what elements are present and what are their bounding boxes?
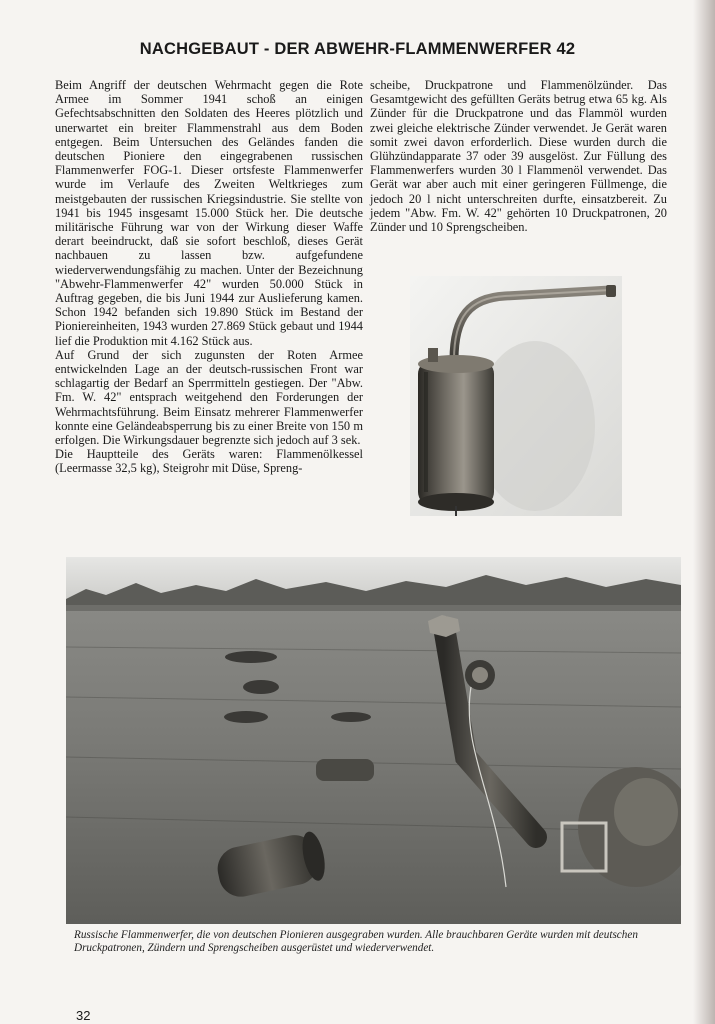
- paragraph-1: Beim Angriff der deutschen Wehrmacht gegen die Rote Armee im Sommer 1941 schoß an einigen Gefechtsabschnitten den Soldaten des Heeres plötzlich und unerwartet ein breiter Flammenstrahl aus dem Boden entgegen. Beim Untersuchen des Geländes fanden die deutschen Pioniere den eingegrabenen russischen Flammenwerfer FOG-1. Dieser ortsfeste Flammenwerfer wurde im Verlaufe des Zweiten Weltkrieges zum meistgebauten der russischen Kriegsindustrie. Sie stellte von 1941 bis 1945 insgesamt 15.000 Stück her. Die deutsche militärische Führung war von der Wirkung dieser Waffe derart beeindruckt, daß sie sofort beschloß, dieses Gerät nachbauen zu lassen bzw. aufgefundene wiederverwendungsfähig zu machen. Unter der Bezeichnung "Abwehr-Flammenwerfer 42" wurden 50.000 Stück in Auftrag gegeben, die bis Juni 1944 zur Auslieferung kamen. Schon 1942 befanden sich 19.890 Stück im Bestand der Pioniereinheiten, 1943 wurden 27.869 Stück gebaut und 1944 lief die Produktion mit 4.162 Stück aus.: [55, 78, 363, 348]
- page-edge-shadow: [693, 0, 715, 1024]
- field-photo: [66, 557, 681, 924]
- photo-caption: Russische Flammenwerfer, die von deutschen Pionieren ausgegraben wurden. Alle brauchbaren Geräte wurden mit deutschen Druckpatronen, Zündern und Sprengscheiben ausgerüstet und wiederverwendet.: [74, 929, 638, 955]
- paragraph-2: Auf Grund der sich zugunsten der Roten Armee entwickelnden Lage an der deutsch-russischen Front war schlagartig der Bedarf an Sperrmitteln gestiegen. Der "Abw. Fm. W. 42" entsprach weitgehend den Forderungen der Wehrmachtsführung. Beim Einsatz mehrerer Flammenwerfer konnte eine Geländeabsperrung bis zu einer Breite von 150 m erfolgen. Die Wirkungsdauer begrenzte sich jedoch auf 3 sek.: [55, 347, 363, 448]
- page-number: 32: [76, 1008, 91, 1023]
- paragraph-4: scheibe, Druckpatrone und Flammenölzünder. Das Gesamtgewicht des gefüllten Geräts betrug etwa 65 kg. Als Zünder für die Druckpatrone und das Flammöl wurden zwei gleiche elektrische Zünder verwendet. Je Gerät waren somit zwei davon erforderlich. Diese wurden durch die Glühzündapparate 37 oder 39 ausgelöst. Zur Füllung des Flammenwerfers wurden 30 l Flammenöl verwendet. Das Gerät war aber auch mit einer geringeren Füllmenge, die jedoch 20 l nicht unterschreiten durfte, einsatzbereit. Zu jedem "Abw. Fm. W. 42" gehörten 10 Druckpatronen, 20 Zünder und 10 Sprengscheiben.: [370, 78, 667, 235]
- text-column-left: [55, 78, 363, 476]
- text-column-right: [370, 78, 667, 234]
- paragraph-3: Die Hauptteile des Geräts waren: Flammenölkessel (Leermasse 32,5 kg), Steigrohr mit Düse, Spreng-: [55, 447, 363, 476]
- page-title: NACHGEBAUT - DER ABWEHR-FLAMMENWERFER 42: [139, 40, 576, 58]
- flamethrower-photo: [410, 276, 622, 516]
